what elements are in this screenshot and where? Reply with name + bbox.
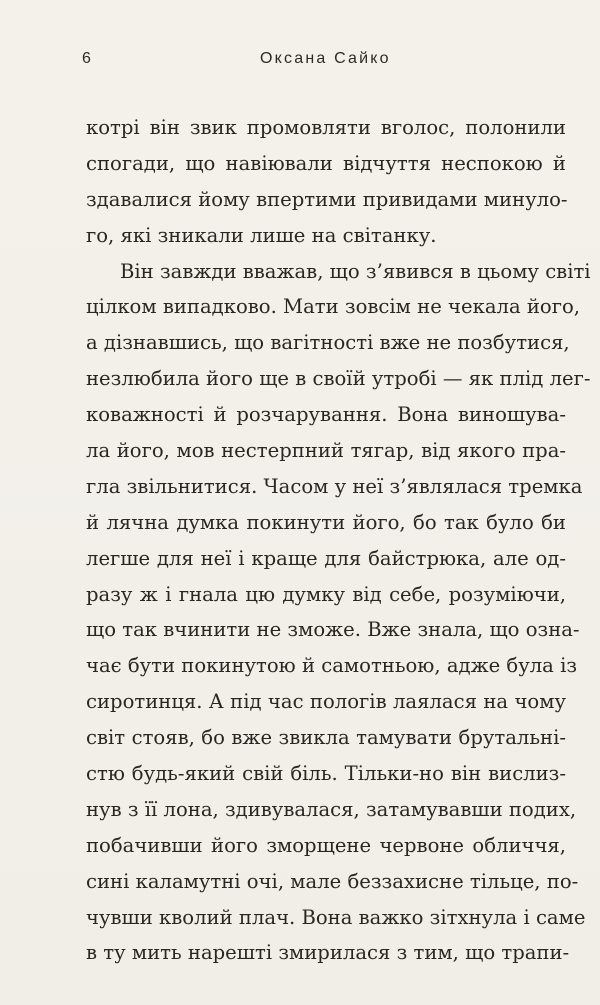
text-line: а дізнавшись, що вагітності вже не позбутися, xyxy=(86,331,570,355)
text-line: незлюбила його ще в своїй утробі — як плід лег- xyxy=(86,367,591,391)
text-line: стю будь-який свій біль. Тільки-но він вислиз- xyxy=(86,762,566,786)
text-line: здавалися йому впертими привидами минуло- xyxy=(86,187,568,211)
text-line: котрі він звик промовляти вголос, полонили xyxy=(86,116,566,139)
text-line: й лячна думка покинути його, бо так було би xyxy=(86,510,566,534)
page-number: 6 xyxy=(82,50,92,67)
text-line: ла його, мов нестерпний тягар, від якого пра- xyxy=(86,439,566,463)
text-line: нув з її лона, здивувалася, затамувавши подих, xyxy=(86,797,577,821)
text-line: го, які зникали лише на світанку. xyxy=(86,223,437,247)
text-line: побачивши його зморщене червоне обличчя, xyxy=(86,833,566,857)
body-text xyxy=(86,110,591,971)
text-line: спогади, що навіювали відчуття неспокою й xyxy=(86,151,566,175)
text-line: що так вчинити не зможе. Вже знала, що озна- xyxy=(86,618,580,642)
text-line: сиротинця. А під час пологів лаялася на чому xyxy=(86,690,566,714)
text-line: легше для неї і краще для байстрюка, але од- xyxy=(86,546,566,570)
text-line: чувши кволий плач. Вона важко зітхнула і саме xyxy=(86,905,586,929)
text-line: світ стояв, бо вже звикла тамувати брутальні- xyxy=(86,726,566,750)
text-line: чає бути покинутою й самотньою, адже була із xyxy=(86,654,578,678)
text-line: цілком випадково. Мати зовсім не чекала його, xyxy=(86,295,581,319)
text-line: сині каламутні очі, мале беззахисне тільце, по- xyxy=(86,869,579,893)
text-line: разу ж і гнала цю думку від себе, розуміючи, xyxy=(86,582,566,606)
text-line: Він завжди вважав, що з’явився в цьому світі xyxy=(120,259,591,283)
text-line: в ту мить нарешті змирилася з тим, що трапи- xyxy=(86,941,570,965)
running-head-author: Оксана Сайко xyxy=(260,50,391,67)
page-header xyxy=(82,50,536,74)
text-line: гла звільнитися. Часом у неї з’являлася тремка xyxy=(86,474,583,498)
text-line: коважності й розчарування. Вона виношува- xyxy=(86,403,566,427)
